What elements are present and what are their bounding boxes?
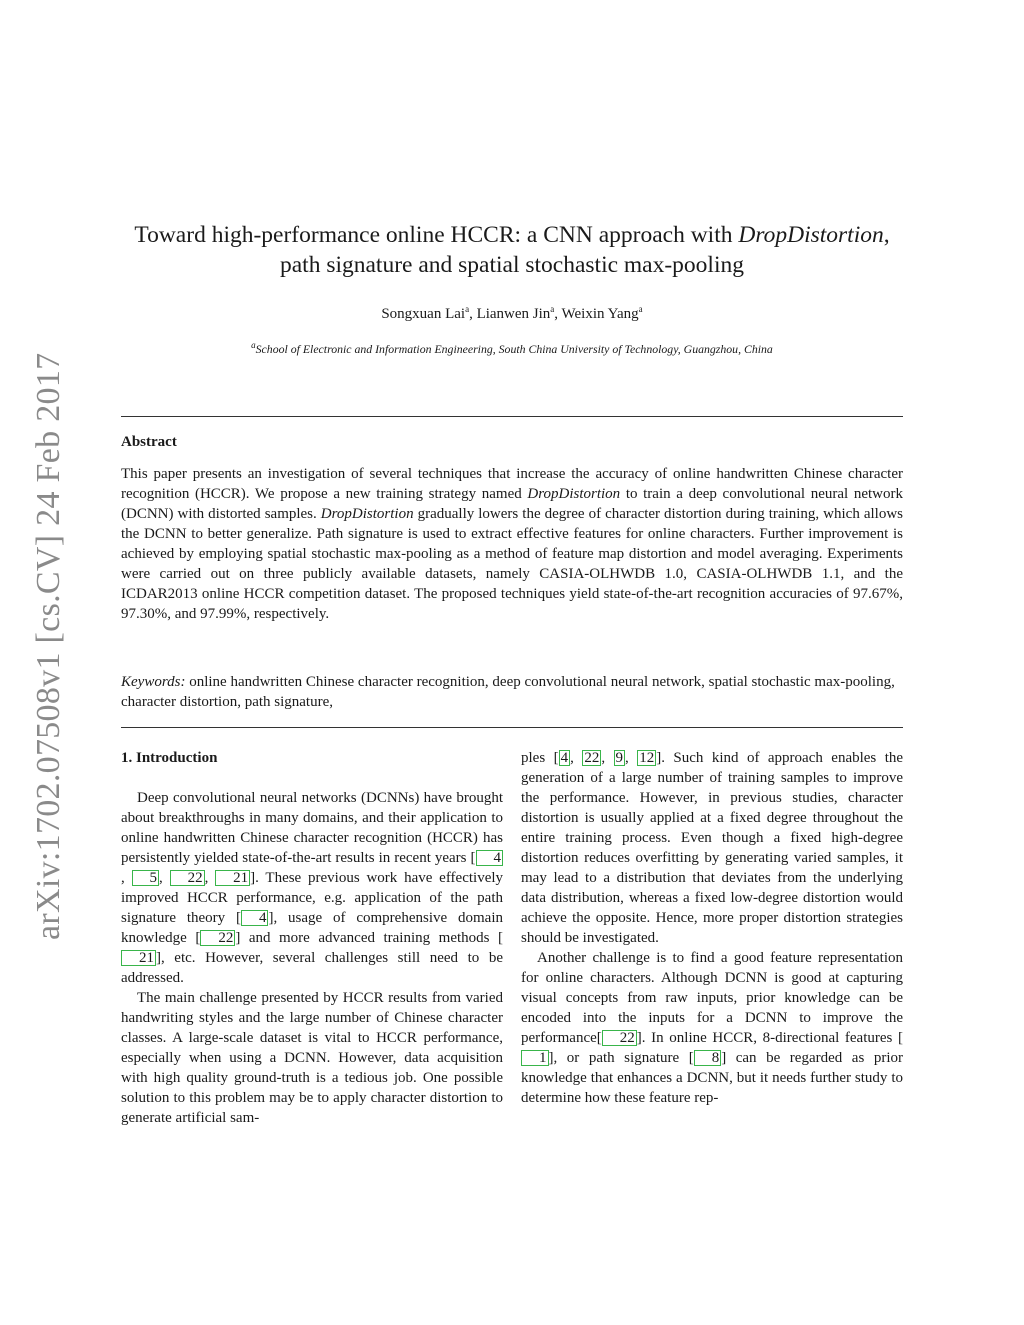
citation-link[interactable]: 22 [602, 1030, 637, 1046]
bottom-divider [121, 727, 903, 728]
citation-link[interactable]: 22 [200, 930, 235, 946]
intro-paragraph-2-continued: ples [ 4 , 22 , 9 , 12 ]. Such kind of approach enables the generation of a large number of training samples to improve the performance. However, in previous studies, character distortion is usually applied at a fixed degree throughout the entire training process. Even though a fixed high-degree distortion reduces overfitting by generating varied samples, it may lead to a distribution that deviates from the underlying data distribution, whereas a fixed low-degree distortion would achieve the opposite. Hence, more proper distortion strategies should be investigated. [521, 750, 904, 946]
citation-link[interactable]: 22 [170, 870, 205, 886]
paper-title [110, 220, 914, 280]
citation-link[interactable]: 8 [694, 1050, 722, 1066]
author: Songxuan Lai$^a$, [381, 304, 477, 322]
title-line-1: Toward high-performance online HCCR: a CNN approach with DropDistortion, [134, 222, 890, 248]
abstract-body: This paper presents an investigation of several techniques that increase the accuracy of online handwritten Chinese character recognition (HCCR). We propose a new training strategy named DropDistortion to train a deep convolutional neural network (DCNN) with distorted samples. DropDistortion gradually lowers the degree of character distortion during training, which allows the DCNN to better generalize. Path signature is used to extract effective features for online characters. Further improvement is achieved by employing spatial stochastic max-pooling as a method of feature map distortion and model averaging. Experiments were carried out on three publicly available datasets, namely CASIA-OLHWDB 1.0, CASIA-OLHWDB 1.1, and the ICDAR2013 online HCCR competition dataset. The proposed techniques yield state-of-the-art recognition accuracies of 97.67%, 97.30%, and 97.99%, respectively. [121, 466, 904, 622]
citation-link[interactable]: 22 [584, 750, 600, 766]
citation-link[interactable]: 4 [476, 850, 504, 866]
citation-link[interactable]: 12 [639, 750, 655, 766]
citation-link[interactable]: 9 [615, 750, 624, 766]
left-column [121, 748, 503, 1128]
right-column [521, 748, 903, 1108]
author-list [110, 306, 914, 323]
citation-link[interactable]: 5 [132, 870, 160, 886]
affiliation: $^a$School of Electronic and Information Engineering, South China University of Technology, Guangzhou, China [251, 340, 773, 356]
author: Lianwen Jin$^a$, [476, 304, 562, 322]
citation-link[interactable]: 1 [521, 1050, 549, 1066]
citation-link[interactable]: 21 [215, 870, 250, 886]
section-heading-introduction: 1. Introduction [121, 750, 218, 766]
title-line-2: path signature and spatial stochastic max-pooling [279, 252, 744, 278]
intro-paragraph-1: Deep convolutional neural networks (DCNNs) have brought about breakthroughs in many domains, and their application to online handwritten Chinese character recognition (HCCR) has persistently yielded state-of-the-art results in recent years [ 4, 5 , 22 , 21 ]. These previous work have effectively improved HCCR performance, e.g. application of the path signature theory [ 4 ], usage of comprehensive domain knowledge [ 22 ] and more advanced training methods [21 ], etc. However, several challenges still need to be addressed. [121, 790, 504, 986]
author: Weixin Yang$^a$ [561, 304, 643, 322]
intro-paragraph-2: The main challenge presented by HCCR results from varied handwriting styles and the large number of Chinese character classes. A large-scale dataset is vital to HCCR performance, especially when using a DCNN. However, data acquisition with high quality ground-truth is a tedious job. One possible solution to this problem may be to apply character distortion to generate artificial sam- [121, 990, 503, 1126]
citation-link[interactable]: 4 [560, 750, 569, 766]
arxiv-stamp: arXiv:1702.07508v1 [cs.CV] 24 Feb 2017 [30, 352, 67, 940]
keywords: Keywords: online handwritten Chinese character recognition, deep convolutional neural network, spatial stochastic max-pooling, character distortion, path signature, [121, 674, 895, 710]
citation-link[interactable]: 21 [121, 950, 156, 966]
top-divider [121, 416, 903, 417]
citation-link[interactable]: 4 [241, 910, 269, 926]
abstract-heading: Abstract [121, 434, 177, 450]
intro-paragraph-3: Another challenge is to find a good feature representation for online characters. Although DCNN is good at capturing visual concepts from raw inputs, prior knowledge can be encoded into the inputs for a DCNN to improve the performance[ 22 ]. In online HCCR, 8-directional features [1 ], or path signature [ 8 ] can be regarded as prior knowledge that enhances a DCNN, but it needs further study to determine how these feature rep- [521, 950, 903, 1106]
